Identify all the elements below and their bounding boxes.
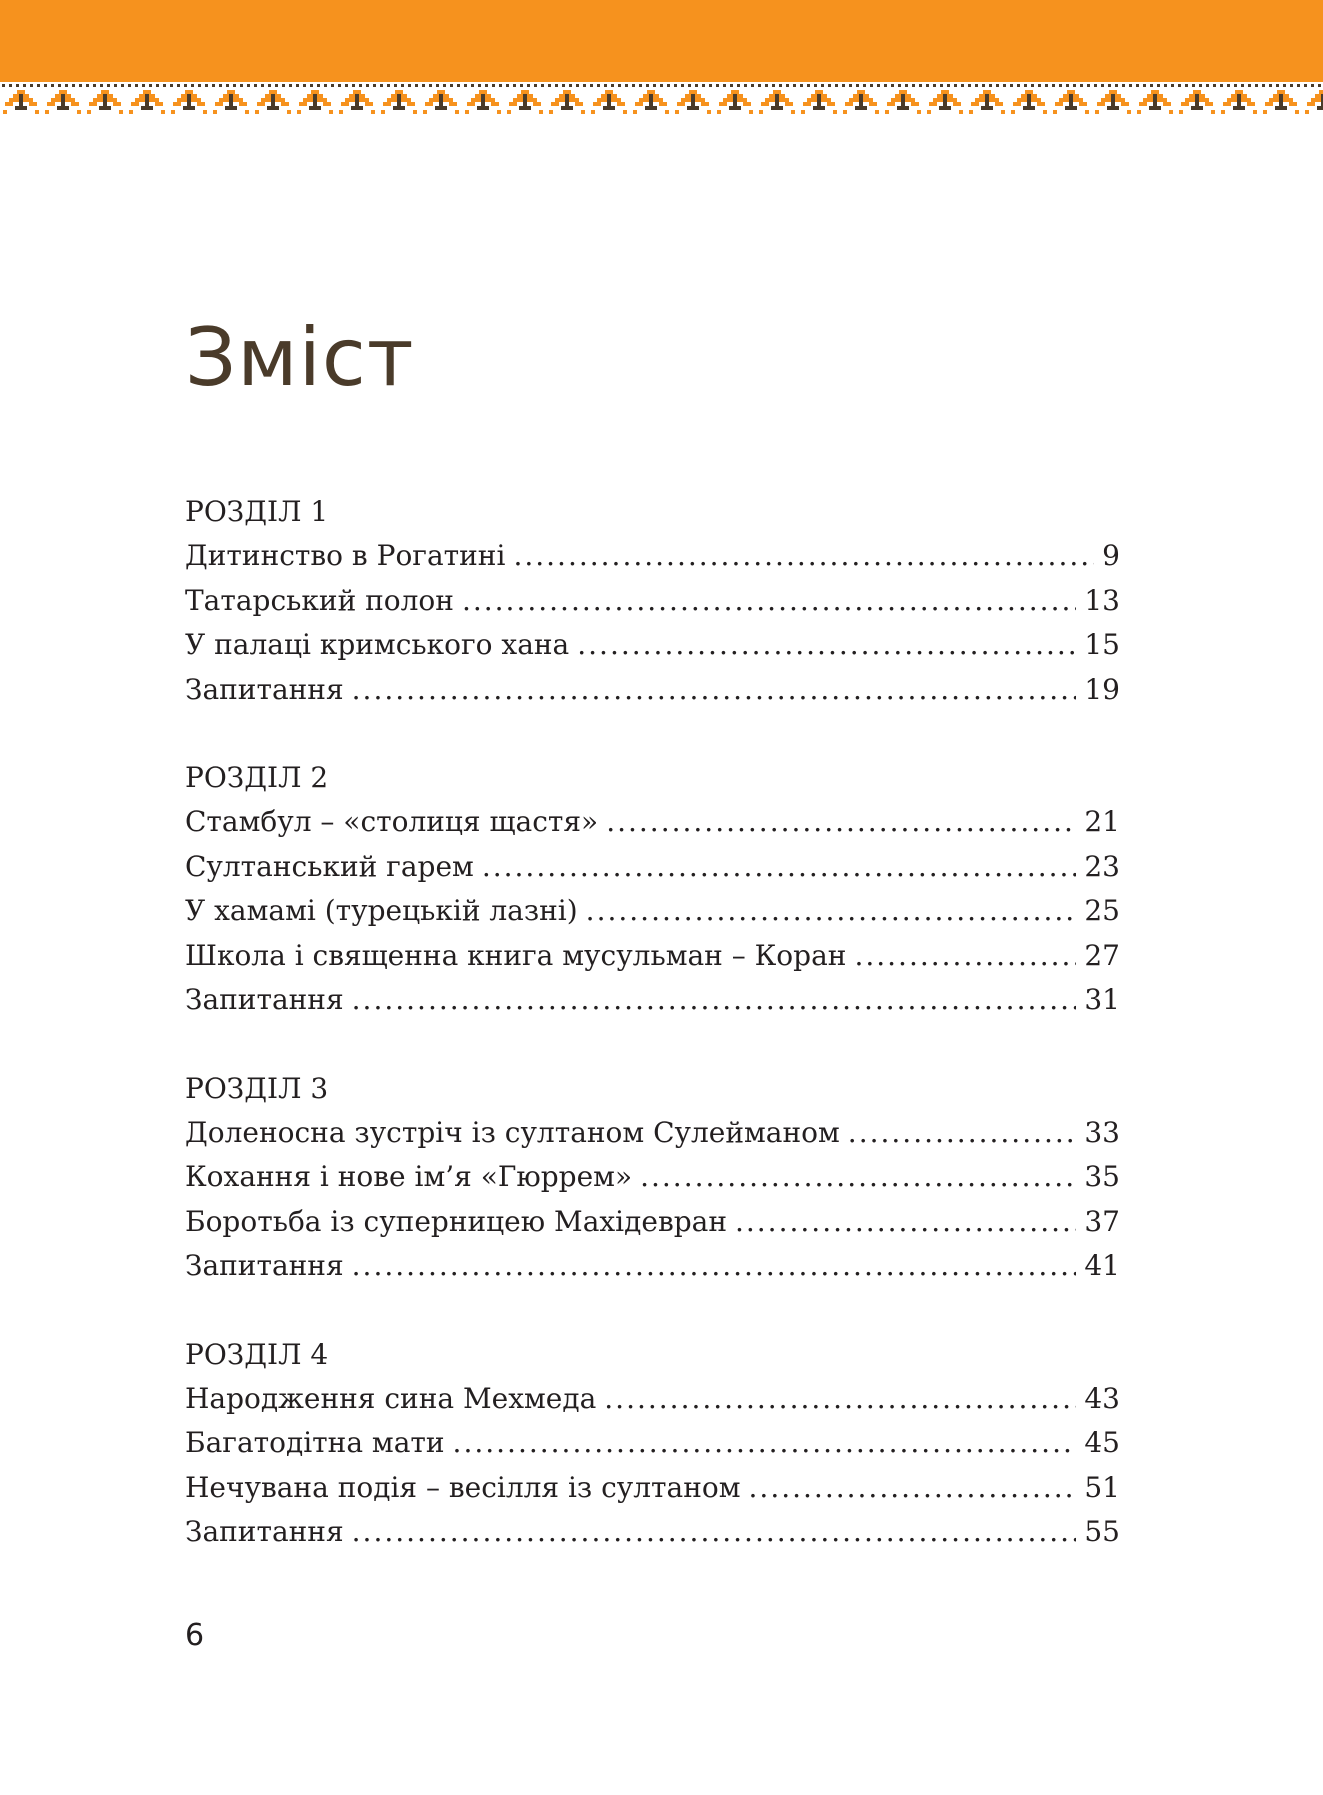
dot-leader <box>586 889 1077 934</box>
entry-page-number: 25 <box>1084 894 1120 927</box>
entry-page-number: 45 <box>1084 1426 1120 1459</box>
entry-page-number: 19 <box>1084 672 1120 706</box>
dot-leader <box>848 1111 1077 1156</box>
entry-title: Багатодітна мати <box>185 1426 445 1459</box>
page-number: 6 <box>185 1618 205 1653</box>
entry-title: Татарський полон <box>185 583 454 617</box>
dot-leader <box>462 579 1076 624</box>
dot-leader <box>577 623 1076 668</box>
toc-entry[interactable] <box>185 889 1120 934</box>
entry-page-number: 27 <box>1084 938 1120 972</box>
entry-page-number: 15 <box>1084 628 1120 661</box>
entry-page-number: 9 <box>1102 539 1120 572</box>
dot-leader <box>352 1510 1077 1555</box>
entry-title: Запитання <box>185 1515 344 1548</box>
entry-title: Народження сина Мехмеда <box>185 1381 597 1415</box>
entry-page-number: 55 <box>1084 1515 1120 1548</box>
dot-leader <box>513 534 1094 579</box>
dot-leader <box>352 978 1077 1023</box>
dot-leader <box>482 845 1077 890</box>
section-heading: РОЗДІЛ 2 <box>185 761 329 794</box>
entry-page-number: 33 <box>1084 1115 1120 1149</box>
dot-leader <box>854 934 1076 979</box>
toc-section-3 <box>185 1067 1120 1289</box>
section-heading: РОЗДІЛ 1 <box>185 495 329 528</box>
entry-page-number: 51 <box>1084 1470 1120 1504</box>
toc-entry[interactable] <box>185 1155 1120 1200</box>
toc-section-1 <box>185 490 1120 712</box>
toc-section-2 <box>185 756 1120 1023</box>
entry-title: Запитання <box>185 983 344 1016</box>
dot-leader <box>352 668 1077 713</box>
dot-leader <box>606 800 1076 845</box>
toc-section-4 <box>185 1333 1120 1555</box>
table-of-contents <box>185 490 1120 1599</box>
toc-entry[interactable] <box>185 623 1120 668</box>
entry-title: Султанський гарем <box>185 849 474 883</box>
entry-title: Кохання і нове ім’я «Гюррем» <box>185 1160 633 1193</box>
entry-title: Запитання <box>185 672 344 706</box>
entry-page-number: 41 <box>1084 1249 1120 1282</box>
entry-title: Нечувана подія – весілля із султаном <box>185 1470 741 1504</box>
embroidery-ornament-border <box>0 82 1323 120</box>
dot-leader <box>749 1466 1077 1511</box>
toc-entry[interactable] <box>185 1200 1120 1245</box>
entry-title: Школа і священна книга мусульман – Коран <box>185 938 847 972</box>
toc-entry[interactable] <box>185 1111 1120 1156</box>
dot-leader <box>640 1155 1076 1200</box>
section-heading: РОЗДІЛ 4 <box>185 1337 329 1371</box>
toc-entry[interactable] <box>185 1244 1120 1289</box>
toc-entry[interactable] <box>185 978 1120 1023</box>
dot-leader <box>735 1200 1076 1245</box>
dot-leader <box>604 1377 1076 1422</box>
entry-page-number: 13 <box>1084 583 1120 617</box>
entry-title: Стамбул – «столиця щастя» <box>185 805 599 838</box>
entry-page-number: 21 <box>1084 805 1120 838</box>
entry-title: Доленосна зустріч із султаном Сулейманом <box>185 1115 840 1149</box>
section-heading: РОЗДІЛ 3 <box>185 1071 329 1105</box>
toc-entry[interactable] <box>185 845 1120 890</box>
entry-page-number: 35 <box>1084 1160 1120 1193</box>
top-orange-band <box>0 0 1323 82</box>
entry-page-number: 31 <box>1084 983 1120 1016</box>
toc-entry[interactable] <box>185 1377 1120 1422</box>
toc-entry[interactable] <box>185 800 1120 845</box>
toc-entry[interactable] <box>185 668 1120 713</box>
entry-page-number: 23 <box>1084 849 1120 883</box>
dot-leader <box>453 1421 1077 1466</box>
entry-page-number: 43 <box>1084 1381 1120 1415</box>
entry-title: Боротьба із суперницею Махідевран <box>185 1204 727 1238</box>
toc-entry[interactable] <box>185 1421 1120 1466</box>
toc-entry[interactable] <box>185 579 1120 624</box>
entry-title: У палаці кримського хана <box>185 628 570 661</box>
page-title: Зміст <box>185 311 415 404</box>
toc-entry[interactable] <box>185 534 1120 579</box>
toc-entry[interactable] <box>185 934 1120 979</box>
toc-entry[interactable] <box>185 1466 1120 1511</box>
dot-leader <box>352 1244 1077 1289</box>
entry-title: Дитинство в Рогатині <box>185 539 506 572</box>
entry-page-number: 37 <box>1084 1204 1120 1238</box>
toc-entry[interactable] <box>185 1510 1120 1555</box>
entry-title: У хамамі (турецькій лазні) <box>185 894 578 927</box>
entry-title: Запитання <box>185 1249 344 1282</box>
